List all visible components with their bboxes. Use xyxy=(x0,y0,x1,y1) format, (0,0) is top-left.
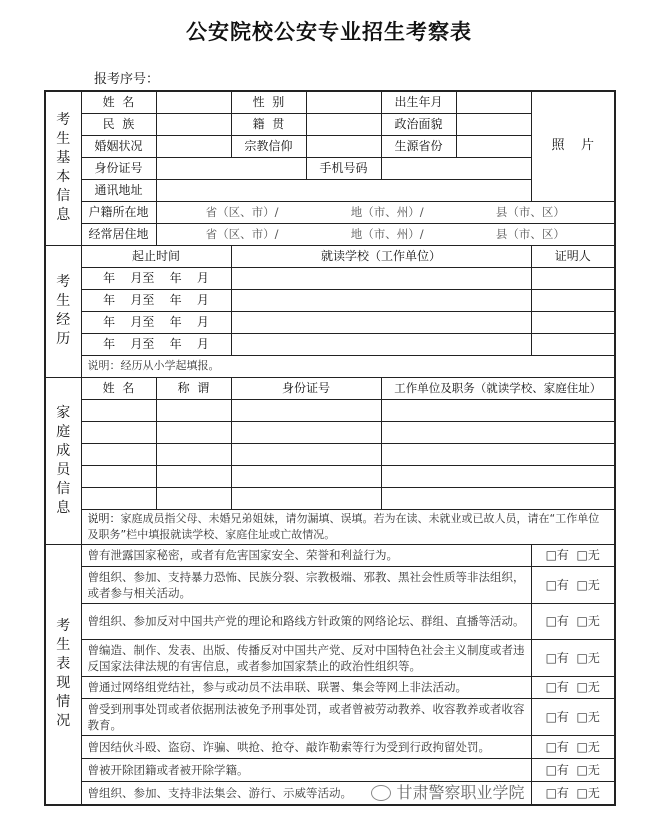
section-performance: 考 生 表 现 情 况 xyxy=(45,544,81,805)
field-marital[interactable] xyxy=(156,135,231,157)
experience-witness[interactable] xyxy=(531,311,615,333)
yes-no-checkbox[interactable]: □有 □无 xyxy=(531,698,615,735)
label-political: 政治面貌 xyxy=(381,113,456,135)
family-note xyxy=(81,509,615,544)
label-birth: 出生年月 xyxy=(381,91,456,113)
field-political[interactable] xyxy=(456,113,531,135)
performance-item-cell xyxy=(81,781,531,805)
addr-county: 县（市、区） xyxy=(495,205,565,219)
family-name[interactable] xyxy=(81,443,156,465)
family-work[interactable] xyxy=(381,421,615,443)
family-work[interactable] xyxy=(381,443,615,465)
yes-no-checkbox[interactable]: □有 □无 xyxy=(531,735,615,758)
field-name[interactable] xyxy=(156,91,231,113)
field-gender[interactable] xyxy=(306,91,381,113)
field-birth[interactable] xyxy=(456,91,531,113)
family-relation[interactable] xyxy=(156,399,231,421)
section-basic-info: 考 生 基 本 信 息 xyxy=(45,91,81,245)
watermark-text: 甘肃警察职业学院 xyxy=(396,782,525,802)
page-title: 公安院校公安专业招生考察表 xyxy=(186,20,472,44)
performance-item: 曾组织、参加反对中国共产党的理论和路线方针政策的网络论坛、群组、直播等活动。 xyxy=(81,603,531,639)
experience-note: 说明：经历从小学起填报。 xyxy=(81,355,615,377)
section-family: 家 庭 成 员 信 息 xyxy=(45,377,81,544)
label-address: 通讯地址 xyxy=(81,179,156,201)
section-experience: 考 生 经 历 xyxy=(45,245,81,377)
addr-province: 省（区、市）/ xyxy=(205,227,279,241)
header-school: 就读学校（工作单位） xyxy=(231,245,531,267)
experience-school[interactable] xyxy=(231,267,531,289)
field-address[interactable] xyxy=(156,179,531,201)
header-relation: 称 谓 xyxy=(156,377,231,399)
experience-period[interactable]: 年 月至 年 月 xyxy=(81,267,231,289)
wechat-icon xyxy=(371,785,391,801)
label-hukou: 户籍所在地 xyxy=(81,201,156,223)
family-id[interactable] xyxy=(231,465,381,487)
family-note-label: 说明： xyxy=(87,511,121,525)
family-id[interactable] xyxy=(231,421,381,443)
family-relation[interactable] xyxy=(156,487,231,509)
yes-no-checkbox[interactable]: □有 □无 xyxy=(531,639,615,676)
addr-county: 县（市、区） xyxy=(495,227,565,241)
addr-province: 省（区、市）/ xyxy=(205,205,279,219)
yes-no-checkbox[interactable]: □有 □无 xyxy=(531,544,615,566)
field-phone[interactable] xyxy=(381,157,531,179)
field-religion[interactable] xyxy=(306,135,381,157)
field-id-number[interactable] xyxy=(156,157,306,179)
family-id[interactable] xyxy=(231,399,381,421)
yes-no-checkbox[interactable]: □有 □无 xyxy=(531,781,615,805)
yes-no-checkbox[interactable]: □有 □无 xyxy=(531,566,615,603)
header-member-work: 工作单位及职务（就读学校、家庭住址） xyxy=(381,377,615,399)
label-ethnicity: 民 族 xyxy=(81,113,156,135)
header-member-id: 身份证号 xyxy=(231,377,381,399)
family-relation[interactable] xyxy=(156,421,231,443)
addr-city: 地（市、州）/ xyxy=(350,205,424,219)
field-province[interactable] xyxy=(456,135,531,157)
field-ethnicity[interactable] xyxy=(156,113,231,135)
family-name[interactable] xyxy=(81,487,156,509)
header-member-name: 姓 名 xyxy=(81,377,156,399)
performance-item: 曾因结伙斗殴、盗窃、诈骗、哄抢、抢夺、敲诈勒索等行为受到行政拘留处罚。 xyxy=(81,735,531,758)
experience-witness[interactable] xyxy=(531,289,615,311)
experience-period[interactable]: 年 月至 年 月 xyxy=(81,289,231,311)
family-id[interactable] xyxy=(231,487,381,509)
family-work[interactable] xyxy=(381,487,615,509)
performance-item: 曾有泄露国家秘密，或者有危害国家安全、荣誉和利益行为。 xyxy=(81,544,531,566)
experience-period[interactable]: 年 月至 年 月 xyxy=(81,311,231,333)
performance-item: 曾编造、制作、发表、出版、传播反对中国共产党、反对中国特色社会主义制度或者违反国家法律法规的有害信息，或者参加国家禁止的政治性组织等。 xyxy=(81,639,531,676)
family-note-text: 家庭成员指父母、未婚兄弟姐妹，请勿漏填、误填。若为在读、未就业或已故人员，请在“工作单位及职务”栏中填报就读学校、家庭住址或亡故情况。 xyxy=(87,511,600,541)
family-name[interactable] xyxy=(81,399,156,421)
label-name: 姓 名 xyxy=(81,91,156,113)
family-work[interactable] xyxy=(381,399,615,421)
header-witness: 证明人 xyxy=(531,245,615,267)
experience-period[interactable]: 年 月至 年 月 xyxy=(81,333,231,355)
performance-item: 曾被开除团籍或者被开除学籍。 xyxy=(81,758,531,781)
addr-city: 地（市、州）/ xyxy=(350,227,424,241)
experience-school[interactable] xyxy=(231,333,531,355)
performance-item: 曾组织、参加、支持非法集会、游行、示威等活动。 xyxy=(87,785,352,800)
yes-no-checkbox[interactable]: □有 □无 xyxy=(531,758,615,781)
field-hukou[interactable] xyxy=(156,201,615,223)
label-id-number: 身份证号 xyxy=(81,157,156,179)
family-name[interactable] xyxy=(81,421,156,443)
label-province: 生源省份 xyxy=(381,135,456,157)
yes-no-checkbox[interactable]: □有 □无 xyxy=(531,676,615,698)
label-gender: 性 别 xyxy=(231,91,306,113)
family-work[interactable] xyxy=(381,465,615,487)
header-period: 起止时间 xyxy=(81,245,231,267)
serial-number-label: 报考序号： xyxy=(94,72,160,87)
experience-witness[interactable] xyxy=(531,267,615,289)
performance-item: 曾受到刑事处罚或者依据刑法被免予刑事处罚，或者曾被劳动教养、收容教养或者收容教育。 xyxy=(81,698,531,735)
family-id[interactable] xyxy=(231,443,381,465)
experience-witness[interactable] xyxy=(531,333,615,355)
experience-school[interactable] xyxy=(231,311,531,333)
yes-no-checkbox[interactable]: □有 □无 xyxy=(531,603,615,639)
label-marital: 婚姻状况 xyxy=(81,135,156,157)
label-residence: 经常居住地 xyxy=(81,223,156,245)
label-native-place: 籍 贯 xyxy=(231,113,306,135)
label-religion: 宗教信仰 xyxy=(231,135,306,157)
field-residence[interactable] xyxy=(156,223,615,245)
family-relation[interactable] xyxy=(156,465,231,487)
photo-box[interactable]: 照 片 xyxy=(531,91,615,201)
family-name[interactable] xyxy=(81,465,156,487)
experience-school[interactable] xyxy=(231,289,531,311)
family-relation[interactable] xyxy=(156,443,231,465)
field-native-place[interactable] xyxy=(306,113,381,135)
performance-item: 曾通过网络组党结社，参与或动员不法串联、联署、集会等网上非法活动。 xyxy=(81,676,531,698)
performance-item: 曾组织、参加、支持暴力恐怖、民族分裂、宗教极端、邪教、黑社会性质等非法组织，或者参与相关活动。 xyxy=(81,566,531,603)
exam-form-table xyxy=(44,90,616,806)
watermark xyxy=(371,784,524,802)
label-phone: 手机号码 xyxy=(306,157,381,179)
